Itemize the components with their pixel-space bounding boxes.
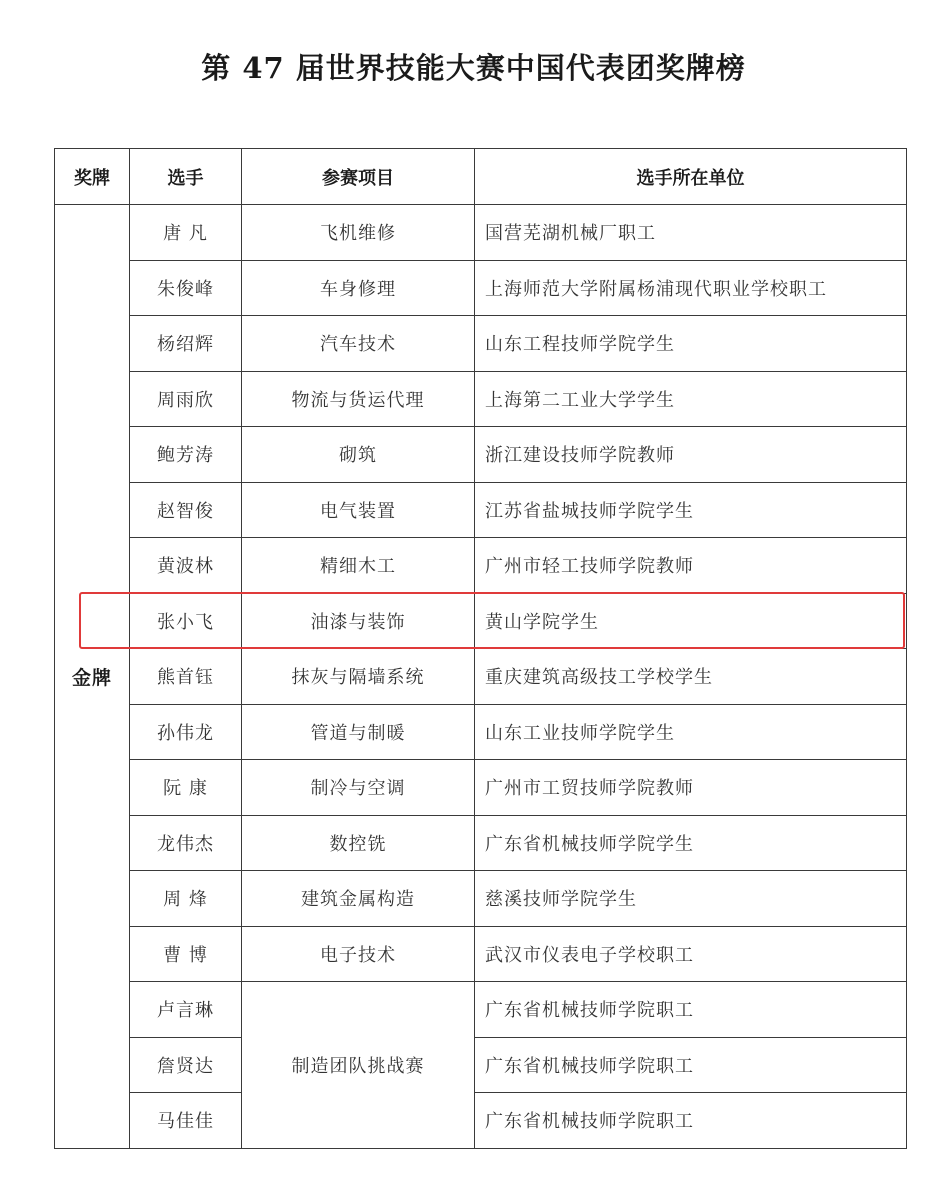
event-name: 车身修理 [242, 260, 475, 316]
medal-cell: 金牌 [55, 205, 130, 1149]
player-name: 黄波林 [130, 538, 242, 594]
unit-name: 重庆建筑高级技工学校学生 [475, 649, 907, 705]
header-player: 选手 [130, 149, 242, 205]
table-row [55, 316, 907, 372]
unit-name: 上海师范大学附属杨浦现代职业学校职工 [475, 260, 907, 316]
unit-name: 广东省机械技师学院职工 [475, 982, 907, 1038]
event-name: 飞机维修 [242, 205, 475, 261]
player-name: 卢言琳 [130, 982, 242, 1038]
table-row [55, 205, 907, 261]
table-row [55, 427, 907, 483]
event-name: 制造团队挑战赛 [242, 982, 475, 1149]
table-row [55, 982, 907, 1038]
header-row [55, 149, 907, 205]
unit-name: 广东省机械技师学院职工 [475, 1037, 907, 1093]
table-row [55, 704, 907, 760]
event-name: 电气装置 [242, 482, 475, 538]
player-name: 熊首钰 [130, 649, 242, 705]
header-medal: 奖牌 [55, 149, 130, 205]
player-name: 龙伟杰 [130, 815, 242, 871]
table-row [55, 760, 907, 816]
unit-name: 黄山学院学生 [475, 593, 907, 649]
header-unit: 选手所在单位 [475, 149, 907, 205]
event-name: 管道与制暖 [242, 704, 475, 760]
unit-name: 慈溪技师学院学生 [475, 871, 907, 927]
player-name: 曹 博 [130, 926, 242, 982]
unit-name: 上海第二工业大学学生 [475, 371, 907, 427]
event-name: 油漆与装饰 [242, 593, 475, 649]
header-event: 参赛项目 [242, 149, 475, 205]
event-name: 砌筑 [242, 427, 475, 483]
unit-name: 广东省机械技师学院职工 [475, 1093, 907, 1149]
unit-name: 广州市工贸技师学院教师 [475, 760, 907, 816]
table-row [55, 1093, 907, 1149]
player-name: 杨绍辉 [130, 316, 242, 372]
player-name: 鲍芳涛 [130, 427, 242, 483]
medal-table [54, 148, 907, 1149]
table-row [55, 371, 907, 427]
player-name: 赵智俊 [130, 482, 242, 538]
unit-name: 山东工程技师学院学生 [475, 316, 907, 372]
table-row [55, 649, 907, 705]
unit-name: 江苏省盐城技师学院学生 [475, 482, 907, 538]
unit-name: 广州市轻工技师学院教师 [475, 538, 907, 594]
event-name: 抹灰与隔墙系统 [242, 649, 475, 705]
unit-name: 广东省机械技师学院学生 [475, 815, 907, 871]
player-name: 马佳佳 [130, 1093, 242, 1149]
event-name: 物流与货运代理 [242, 371, 475, 427]
event-name: 电子技术 [242, 926, 475, 982]
table-row [55, 538, 907, 594]
table-row-highlighted [55, 593, 907, 649]
table-row [55, 871, 907, 927]
player-name: 朱俊峰 [130, 260, 242, 316]
page-title: 第 47 届世界技能大赛中国代表团奖牌榜 [201, 51, 746, 85]
event-name: 建筑金属构造 [242, 871, 475, 927]
event-name: 精细木工 [242, 538, 475, 594]
player-name: 张小飞 [130, 593, 242, 649]
event-name: 数控铣 [242, 815, 475, 871]
player-name: 唐 凡 [130, 205, 242, 261]
unit-name: 国营芜湖机械厂职工 [475, 205, 907, 261]
player-name: 周 烽 [130, 871, 242, 927]
table-row [55, 1037, 907, 1093]
event-name: 制冷与空调 [242, 760, 475, 816]
table-row [55, 926, 907, 982]
player-name: 周雨欣 [130, 371, 242, 427]
unit-name: 浙江建设技师学院教师 [475, 427, 907, 483]
table-row [55, 815, 907, 871]
table-row [55, 482, 907, 538]
unit-name: 山东工业技师学院学生 [475, 704, 907, 760]
table-row [55, 260, 907, 316]
unit-name: 武汉市仪表电子学校职工 [475, 926, 907, 982]
player-name: 孙伟龙 [130, 704, 242, 760]
event-name: 汽车技术 [242, 316, 475, 372]
player-name: 阮 康 [130, 760, 242, 816]
player-name: 詹贤达 [130, 1037, 242, 1093]
